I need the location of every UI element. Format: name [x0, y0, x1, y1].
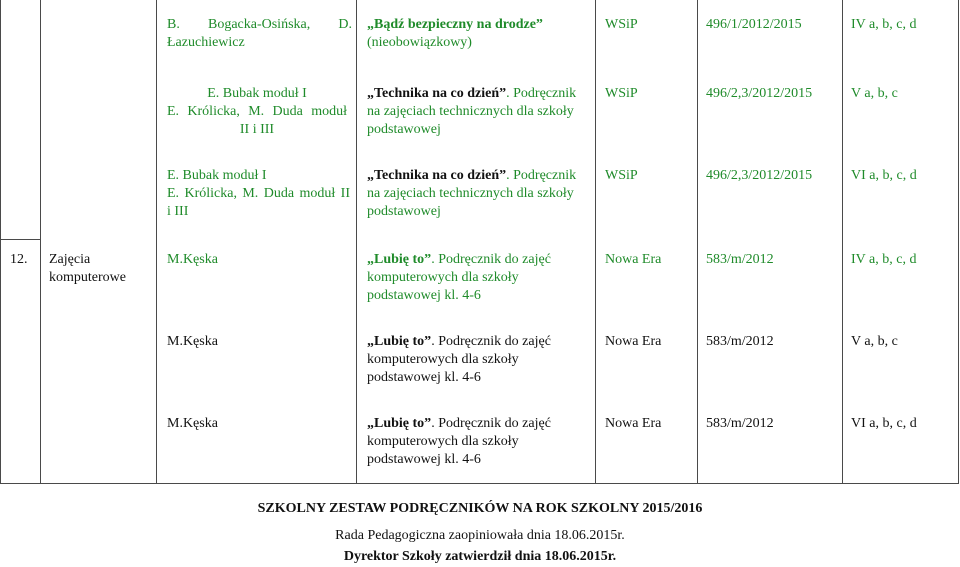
footer-heading: SZKOLNY ZESTAW PODRĘCZNIKÓW NA ROK SZKOLNY 2015/2016 [257, 501, 703, 516]
author-cell: M.Kęska [167, 334, 218, 349]
author-cell [167, 16, 352, 52]
title-cell [367, 167, 591, 221]
title-cell [367, 251, 591, 305]
title-cell [367, 415, 591, 469]
author-line: E. Bubak moduł I [167, 168, 267, 183]
title-line: podstawowej [367, 204, 441, 219]
author-line: Łazuchiewicz [167, 35, 245, 50]
approval-cell: 496/2,3/2012/2015 [706, 168, 813, 183]
table-border-right [958, 0, 959, 484]
author-cell [167, 85, 347, 139]
author-cell: M.Kęska [167, 416, 218, 431]
subject-cell [49, 251, 149, 287]
subject-line: komputerowe [49, 270, 126, 285]
publisher-cell: Nowa Era [605, 252, 662, 267]
author-line: E. Królicka, M. Duda moduł [167, 104, 347, 119]
classes-cell: VI a, b, c, d [851, 168, 917, 183]
title-rest: . Podręcznik [506, 168, 577, 183]
publisher-cell: WSiP [605, 168, 638, 183]
title-bold: „Lubię to” [367, 416, 432, 431]
title-cell [367, 16, 591, 52]
approval-cell: 583/m/2012 [706, 416, 774, 431]
title-line: podstawowej kl. 4-6 [367, 370, 481, 385]
title-line: komputerowych dla szkoły [367, 434, 519, 449]
title-line: komputerowych dla szkoły [367, 352, 519, 367]
col-divider [40, 0, 41, 484]
row-divider [0, 239, 40, 240]
approval-cell: 583/m/2012 [706, 252, 774, 267]
approval-cell: 496/2,3/2012/2015 [706, 86, 813, 101]
title-rest: . Podręcznik do zajęć [431, 334, 551, 349]
author-cell [167, 167, 350, 221]
title-bold: „Lubię to” [367, 334, 432, 349]
title-line: komputerowych dla szkoły [367, 270, 519, 285]
row-number: 12. [10, 252, 28, 267]
col-divider [356, 0, 357, 484]
title-rest: . Podręcznik do zajęć [431, 416, 551, 431]
title-rest: . Podręcznik [506, 86, 577, 101]
title-bold: „Technika na co dzień” [367, 86, 507, 101]
title-line: podstawowej [367, 122, 441, 137]
author-line: E. Bubak moduł I [207, 86, 307, 101]
title-line: na zajęciach technicznych dla szkoły [367, 104, 574, 119]
publisher-cell: WSiP [605, 17, 638, 32]
title-line: na zajęciach technicznych dla szkoły [367, 186, 574, 201]
subject-line: Zajęcia [49, 252, 91, 267]
classes-cell: VI a, b, c, d [851, 416, 917, 431]
table-border-left [0, 0, 1, 484]
col-divider [697, 0, 698, 484]
publisher-cell: WSiP [605, 86, 638, 101]
col-divider [156, 0, 157, 484]
author-line: B. Bogacka-Osińska, D. [167, 17, 352, 32]
classes-cell: IV a, b, c, d [851, 252, 917, 267]
title-bold: „Technika na co dzień” [367, 168, 507, 183]
title-bold: „Bądź bezpieczny na drodze” [367, 17, 543, 32]
title-line: podstawowej kl. 4-6 [367, 288, 481, 303]
col-divider [595, 0, 596, 484]
author-cell: M.Kęska [167, 252, 218, 267]
footer-approval-note: Rada Pedagogiczna zaopiniowała dnia 18.06.2015r. [335, 528, 625, 543]
title-rest: . Podręcznik do zajęć [431, 252, 551, 267]
publisher-cell: Nowa Era [605, 416, 662, 431]
title-cell [367, 85, 591, 139]
publisher-cell: Nowa Era [605, 334, 662, 349]
classes-cell: V a, b, c [851, 334, 898, 349]
title-bold: „Lubię to” [367, 252, 432, 267]
col-divider [842, 0, 843, 484]
approval-cell: 583/m/2012 [706, 334, 774, 349]
author-line: i III [167, 204, 189, 219]
author-line: E. Królicka, M. Duda moduł II [167, 186, 350, 201]
classes-cell: IV a, b, c, d [851, 17, 917, 32]
approval-cell: 496/1/2012/2015 [706, 17, 802, 32]
classes-cell: V a, b, c [851, 86, 898, 101]
title-line: (nieobowiązkowy) [367, 35, 472, 50]
title-cell [367, 333, 591, 387]
document-footer [0, 480, 960, 567]
author-line: II i III [239, 122, 275, 137]
title-line: podstawowej kl. 4-6 [367, 452, 481, 467]
footer-director-note: Dyrektor Szkoły zatwierdził dnia 18.06.2015r. [343, 549, 617, 564]
